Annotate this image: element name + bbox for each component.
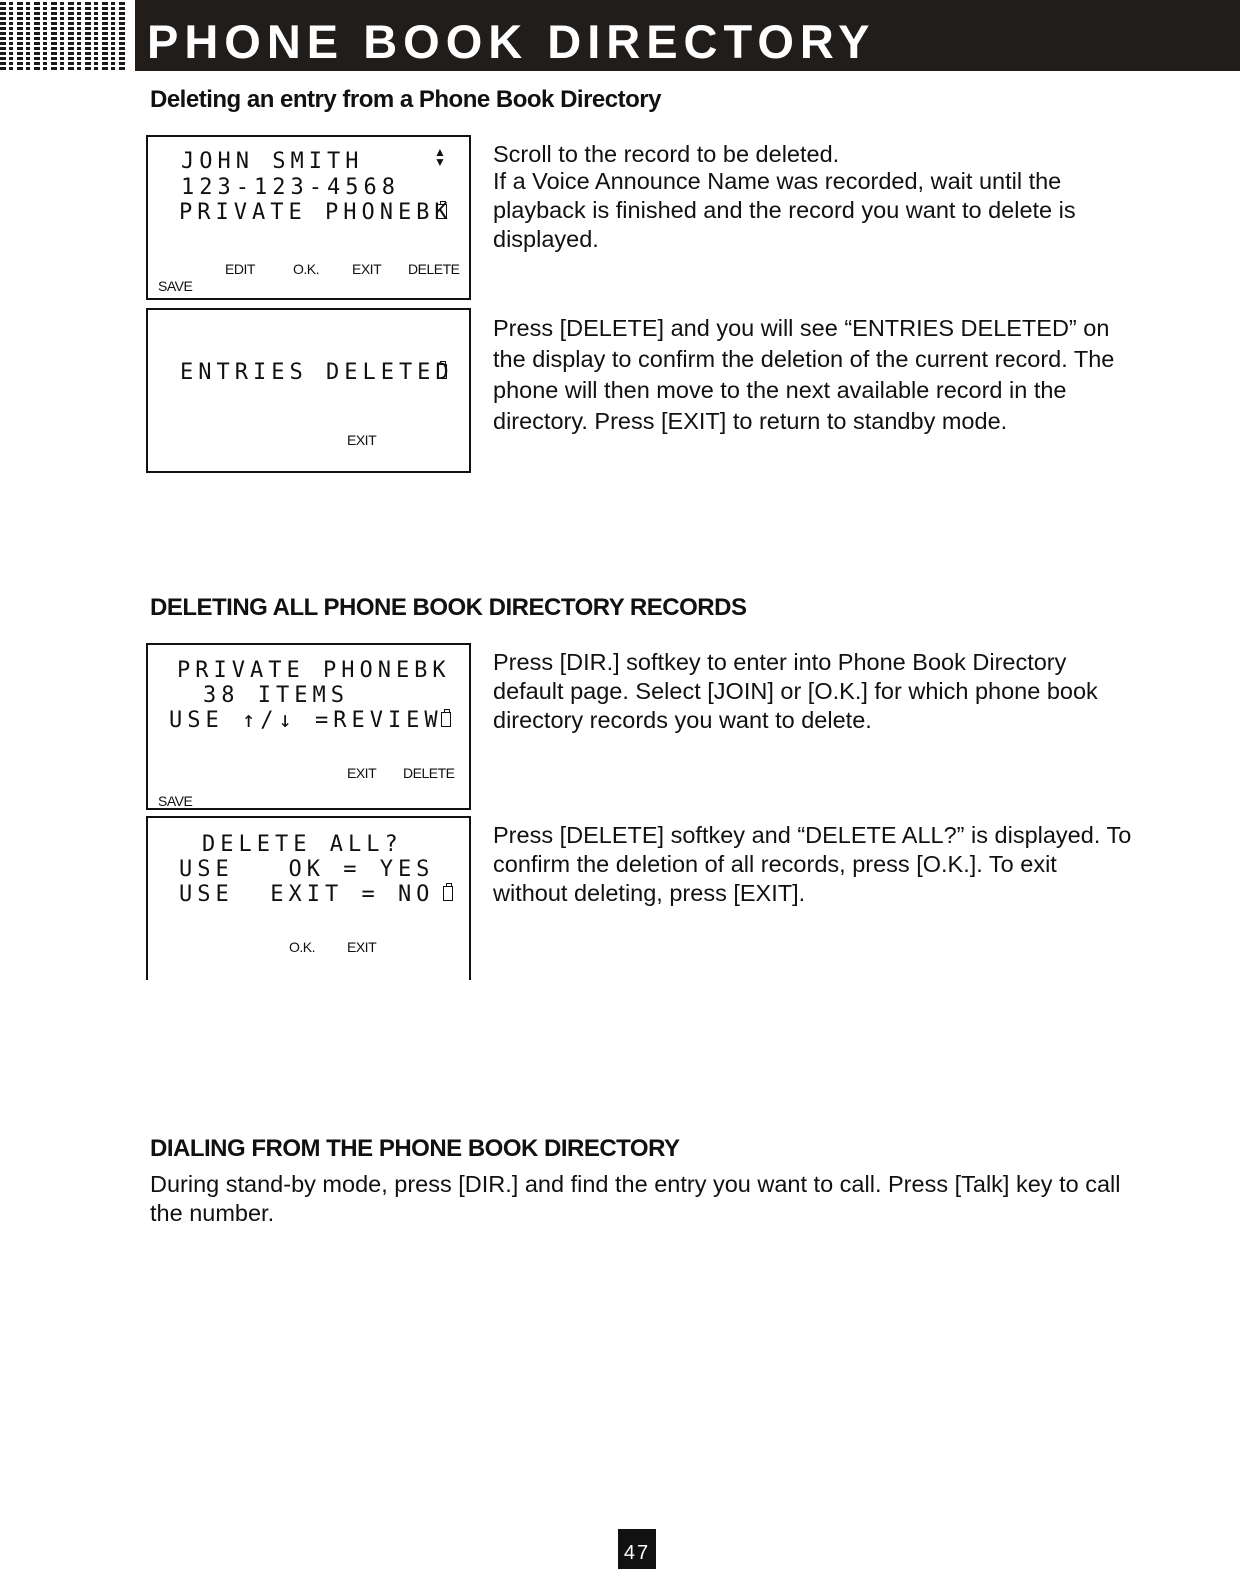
- lcd-display-entry: [146, 135, 471, 300]
- page-number: 47: [618, 1529, 656, 1569]
- header-pattern-graphic: [0, 0, 128, 70]
- lcd-line-number: 123-123-4568: [181, 175, 400, 200]
- lcd-line-phonebook: PRIVATE PHONEBK: [177, 658, 451, 683]
- lcd-line-review: USE ↑/↓ =REVIEW: [169, 708, 443, 733]
- paragraph-delete-all: Press [DELETE] softkey and “DELETE ALL?” is displayed. To confirm the deletion of all records, press [O.K.]. To exit without deleting, press [EXIT].: [493, 822, 1132, 906]
- paragraph-voice-announce: If a Voice Announce Name was recorded, wait until the playback is finished and the record you want to delete is displayed.: [493, 168, 1076, 252]
- softkey-delete: DELETE: [403, 765, 455, 781]
- battery-icon: [443, 886, 453, 901]
- paragraph-scroll: Scroll to the record to be deleted.: [493, 141, 840, 167]
- paragraph-press-dir: Press [DIR.] softkey to enter into Phone Book Directory default page. Select [JOIN] or [O.K.] for which phone book directory records you want to delete.: [493, 649, 1098, 733]
- lcd-display-phonebook: [146, 643, 471, 810]
- softkey-exit: EXIT: [347, 765, 377, 781]
- paragraph-dialing: During stand-by mode, press [DIR.] and find the entry you want to call. Press [Talk] key to call the number.: [150, 1171, 1121, 1226]
- lcd-line-entries-deleted: ENTRIES DELETED: [180, 360, 454, 385]
- lcd-line-phonebook: PRIVATE PHONEBK: [179, 200, 453, 225]
- section-heading-delete-all: DELETING ALL PHONE BOOK DIRECTORY RECORDS: [150, 594, 747, 621]
- softkey-ok: O.K.: [289, 939, 316, 955]
- lcd-line-items: 38 ITEMS: [203, 683, 349, 708]
- softkey-save: SAVE: [158, 793, 193, 809]
- softkey-edit: EDIT: [225, 261, 255, 277]
- softkey-exit: EXIT: [352, 261, 382, 277]
- section-heading-dialing: DIALING FROM THE PHONE BOOK DIRECTORY: [150, 1135, 680, 1162]
- lcd-line-ok-yes: USE OK = YES: [179, 857, 435, 882]
- softkey-save: SAVE: [158, 278, 193, 294]
- paragraph-press-delete: Press [DELETE] and you will see “ENTRIES DELETED” on the display to confirm the deletion of the current record. The phone will then move to the next available record in the directory. Press [EXIT] to return to standby mode.: [493, 315, 1115, 434]
- softkey-exit: EXIT: [347, 432, 377, 448]
- battery-icon: [437, 364, 447, 379]
- softkey-ok: O.K.: [293, 261, 320, 277]
- battery-icon: [441, 712, 451, 727]
- softkey-exit: EXIT: [347, 939, 377, 955]
- lcd-line-name: JOHN SMITH: [181, 149, 364, 174]
- lcd-line-delete-all: DELETE ALL?: [202, 832, 403, 857]
- page-title: PHONE BOOK DIRECTORY: [147, 15, 876, 68]
- lcd-display-deleted: [146, 308, 471, 473]
- header-bar: [135, 0, 1240, 71]
- scroll-updown-icon: ▲ ▼: [434, 145, 446, 169]
- lcd-display-delete-all: [146, 816, 471, 980]
- battery-icon: [437, 204, 447, 219]
- lcd-line-exit-no: USE EXIT = NO: [179, 882, 435, 907]
- softkey-delete: DELETE: [408, 261, 460, 277]
- section-heading-delete-entry: Deleting an entry from a Phone Book Directory: [150, 86, 661, 113]
